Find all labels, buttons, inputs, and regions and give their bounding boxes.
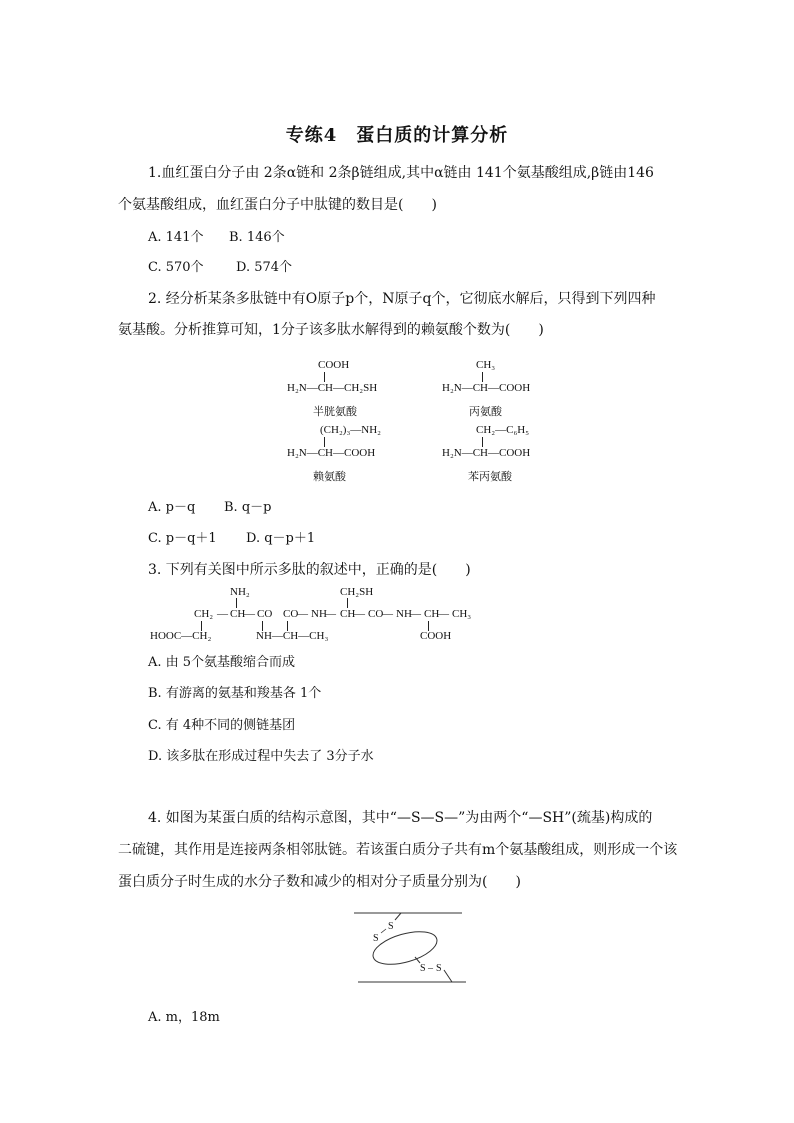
q2-stem-line1: 2. 经分析某条多肽链中有O原子p个，N原子q个，它彻底水解后，只得到下列四种 bbox=[148, 291, 656, 307]
q2-option-b: B. q－p bbox=[224, 500, 272, 515]
lysine-side-group: (CH₂)₃—NH₂ bbox=[320, 424, 381, 436]
q4-stem-line1: 4. 如图为某蛋白质的结构示意图，其中“—S—S—”为由两个“—SH”(巯基)构成的 bbox=[148, 810, 653, 826]
formula-ch3-c: CH₃ bbox=[452, 608, 472, 620]
q1-option-c: C. 570个 bbox=[148, 260, 204, 275]
q3-stem: 3. 下列有关图中所示多肽的叙述中，正确的是( ) bbox=[148, 562, 471, 578]
q1-stem-line1: 1.血红蛋白分子由 2条α链和 2条β链组成,其中α链由 141个氨基酸组成,β链由146 bbox=[148, 165, 654, 181]
formula-bond-nh2 bbox=[236, 598, 237, 608]
formula-ch-a: CH bbox=[230, 608, 246, 620]
formula-dash: — bbox=[382, 608, 393, 620]
formula-ch2sh: CH₂SH bbox=[340, 586, 374, 598]
formula-dash: — bbox=[244, 608, 255, 620]
q2-option-d: D. q－p＋1 bbox=[246, 531, 316, 546]
formula-co-c: CO bbox=[368, 608, 384, 620]
formula-dash: — bbox=[325, 608, 336, 620]
lysine-bond bbox=[324, 437, 325, 447]
formula-dash: — bbox=[354, 608, 365, 620]
q1-option-b: B. 146个 bbox=[229, 230, 285, 245]
formula-nh-b: NH bbox=[311, 608, 327, 620]
cysteine-bond bbox=[324, 372, 325, 382]
q4-stem-line3: 蛋白质分子时生成的水分子数和减少的相对分子质量分别为( ) bbox=[118, 874, 521, 890]
formula-co-a: CO bbox=[257, 608, 273, 620]
page-title: 专练4 蛋白质的计算分析 bbox=[285, 125, 509, 146]
alanine-formula: H₂N—CH—COOH bbox=[442, 382, 531, 394]
cysteine-formula: H₂N—CH—CH₂SH bbox=[287, 382, 378, 394]
phenylalanine-formula: H₂N—CH—COOH bbox=[442, 447, 531, 459]
sulfur-label-3: S bbox=[420, 963, 426, 974]
formula-dash: — bbox=[438, 608, 449, 620]
protein-structure-diagram bbox=[340, 905, 470, 987]
q3-option-a: A. 由 5个氨基酸缩合而成 bbox=[148, 655, 296, 670]
cysteine-name: 半胱氨酸 bbox=[313, 405, 357, 418]
formula-dash: — bbox=[297, 608, 308, 620]
q1-option-d: D. 574个 bbox=[236, 260, 293, 275]
alanine-side-group: CH₃ bbox=[476, 359, 496, 371]
sulfur-label-1: S bbox=[388, 921, 394, 932]
formula-nh-ch-ch3: NH—CH—CH₃ bbox=[256, 630, 329, 642]
bond-line bbox=[381, 929, 386, 933]
q4-stem-line2: 二硫键，其作用是连接两条相邻肽链。若该蛋白质分子共有m个氨基酸组成，则形成一个该 bbox=[118, 842, 678, 858]
formula-nh-c: NH bbox=[396, 608, 412, 620]
alanine-bond bbox=[482, 372, 483, 382]
sulfur-label-4: S bbox=[436, 963, 442, 974]
q2-option-a: A. p－q bbox=[148, 500, 196, 515]
q1-option-a: A. 141个 bbox=[148, 230, 204, 245]
phenylalanine-side-group: CH₂—C₆H₅ bbox=[476, 424, 530, 436]
formula-dash: — bbox=[410, 608, 421, 620]
cysteine-side-group: COOH bbox=[318, 359, 350, 371]
bond-line bbox=[444, 970, 452, 982]
q3-option-c: C. 有 4种不同的侧链基团 bbox=[148, 718, 296, 733]
alanine-name: 丙氨酸 bbox=[469, 405, 502, 418]
q1-stem-line2: 个氨基酸组成，血红蛋白分子中肽键的数目是( ) bbox=[118, 197, 437, 213]
phenylalanine-bond bbox=[482, 437, 483, 447]
phenylalanine-name: 苯丙氨酸 bbox=[468, 470, 512, 483]
disulfide-dash: – bbox=[428, 963, 433, 974]
formula-ch-c: CH bbox=[424, 608, 440, 620]
formula-bond-ch2sh bbox=[347, 598, 348, 608]
q2-option-c: C. p－q＋1 bbox=[148, 531, 217, 546]
formula-ch2-a: CH₂ bbox=[194, 608, 214, 620]
q3-option-d: D. 该多肽在形成过程中失去了 3分子水 bbox=[148, 749, 374, 764]
formula-hooc-ch2: HOOC—CH₂ bbox=[150, 630, 212, 642]
q4-option-a: A. m，18m bbox=[148, 1010, 220, 1025]
lysine-name: 赖氨酸 bbox=[313, 470, 346, 483]
formula-nh2: NH₂ bbox=[230, 586, 250, 598]
formula-cooh: COOH bbox=[420, 630, 452, 642]
sulfur-label-2: S bbox=[373, 933, 379, 944]
bond-line bbox=[395, 913, 401, 920]
q2-stem-line2: 氨基酸。分析推算可知，1分子该多肽水解得到的赖氨酸个数为( ) bbox=[118, 322, 544, 338]
lysine-formula: H₂N—CH—COOH bbox=[287, 447, 376, 459]
formula-dash: — bbox=[217, 608, 228, 620]
formula-co-b: CO bbox=[283, 608, 299, 620]
formula-ch-b: CH bbox=[340, 608, 356, 620]
q3-option-b: B. 有游离的氨基和羧基各 1个 bbox=[148, 686, 322, 701]
